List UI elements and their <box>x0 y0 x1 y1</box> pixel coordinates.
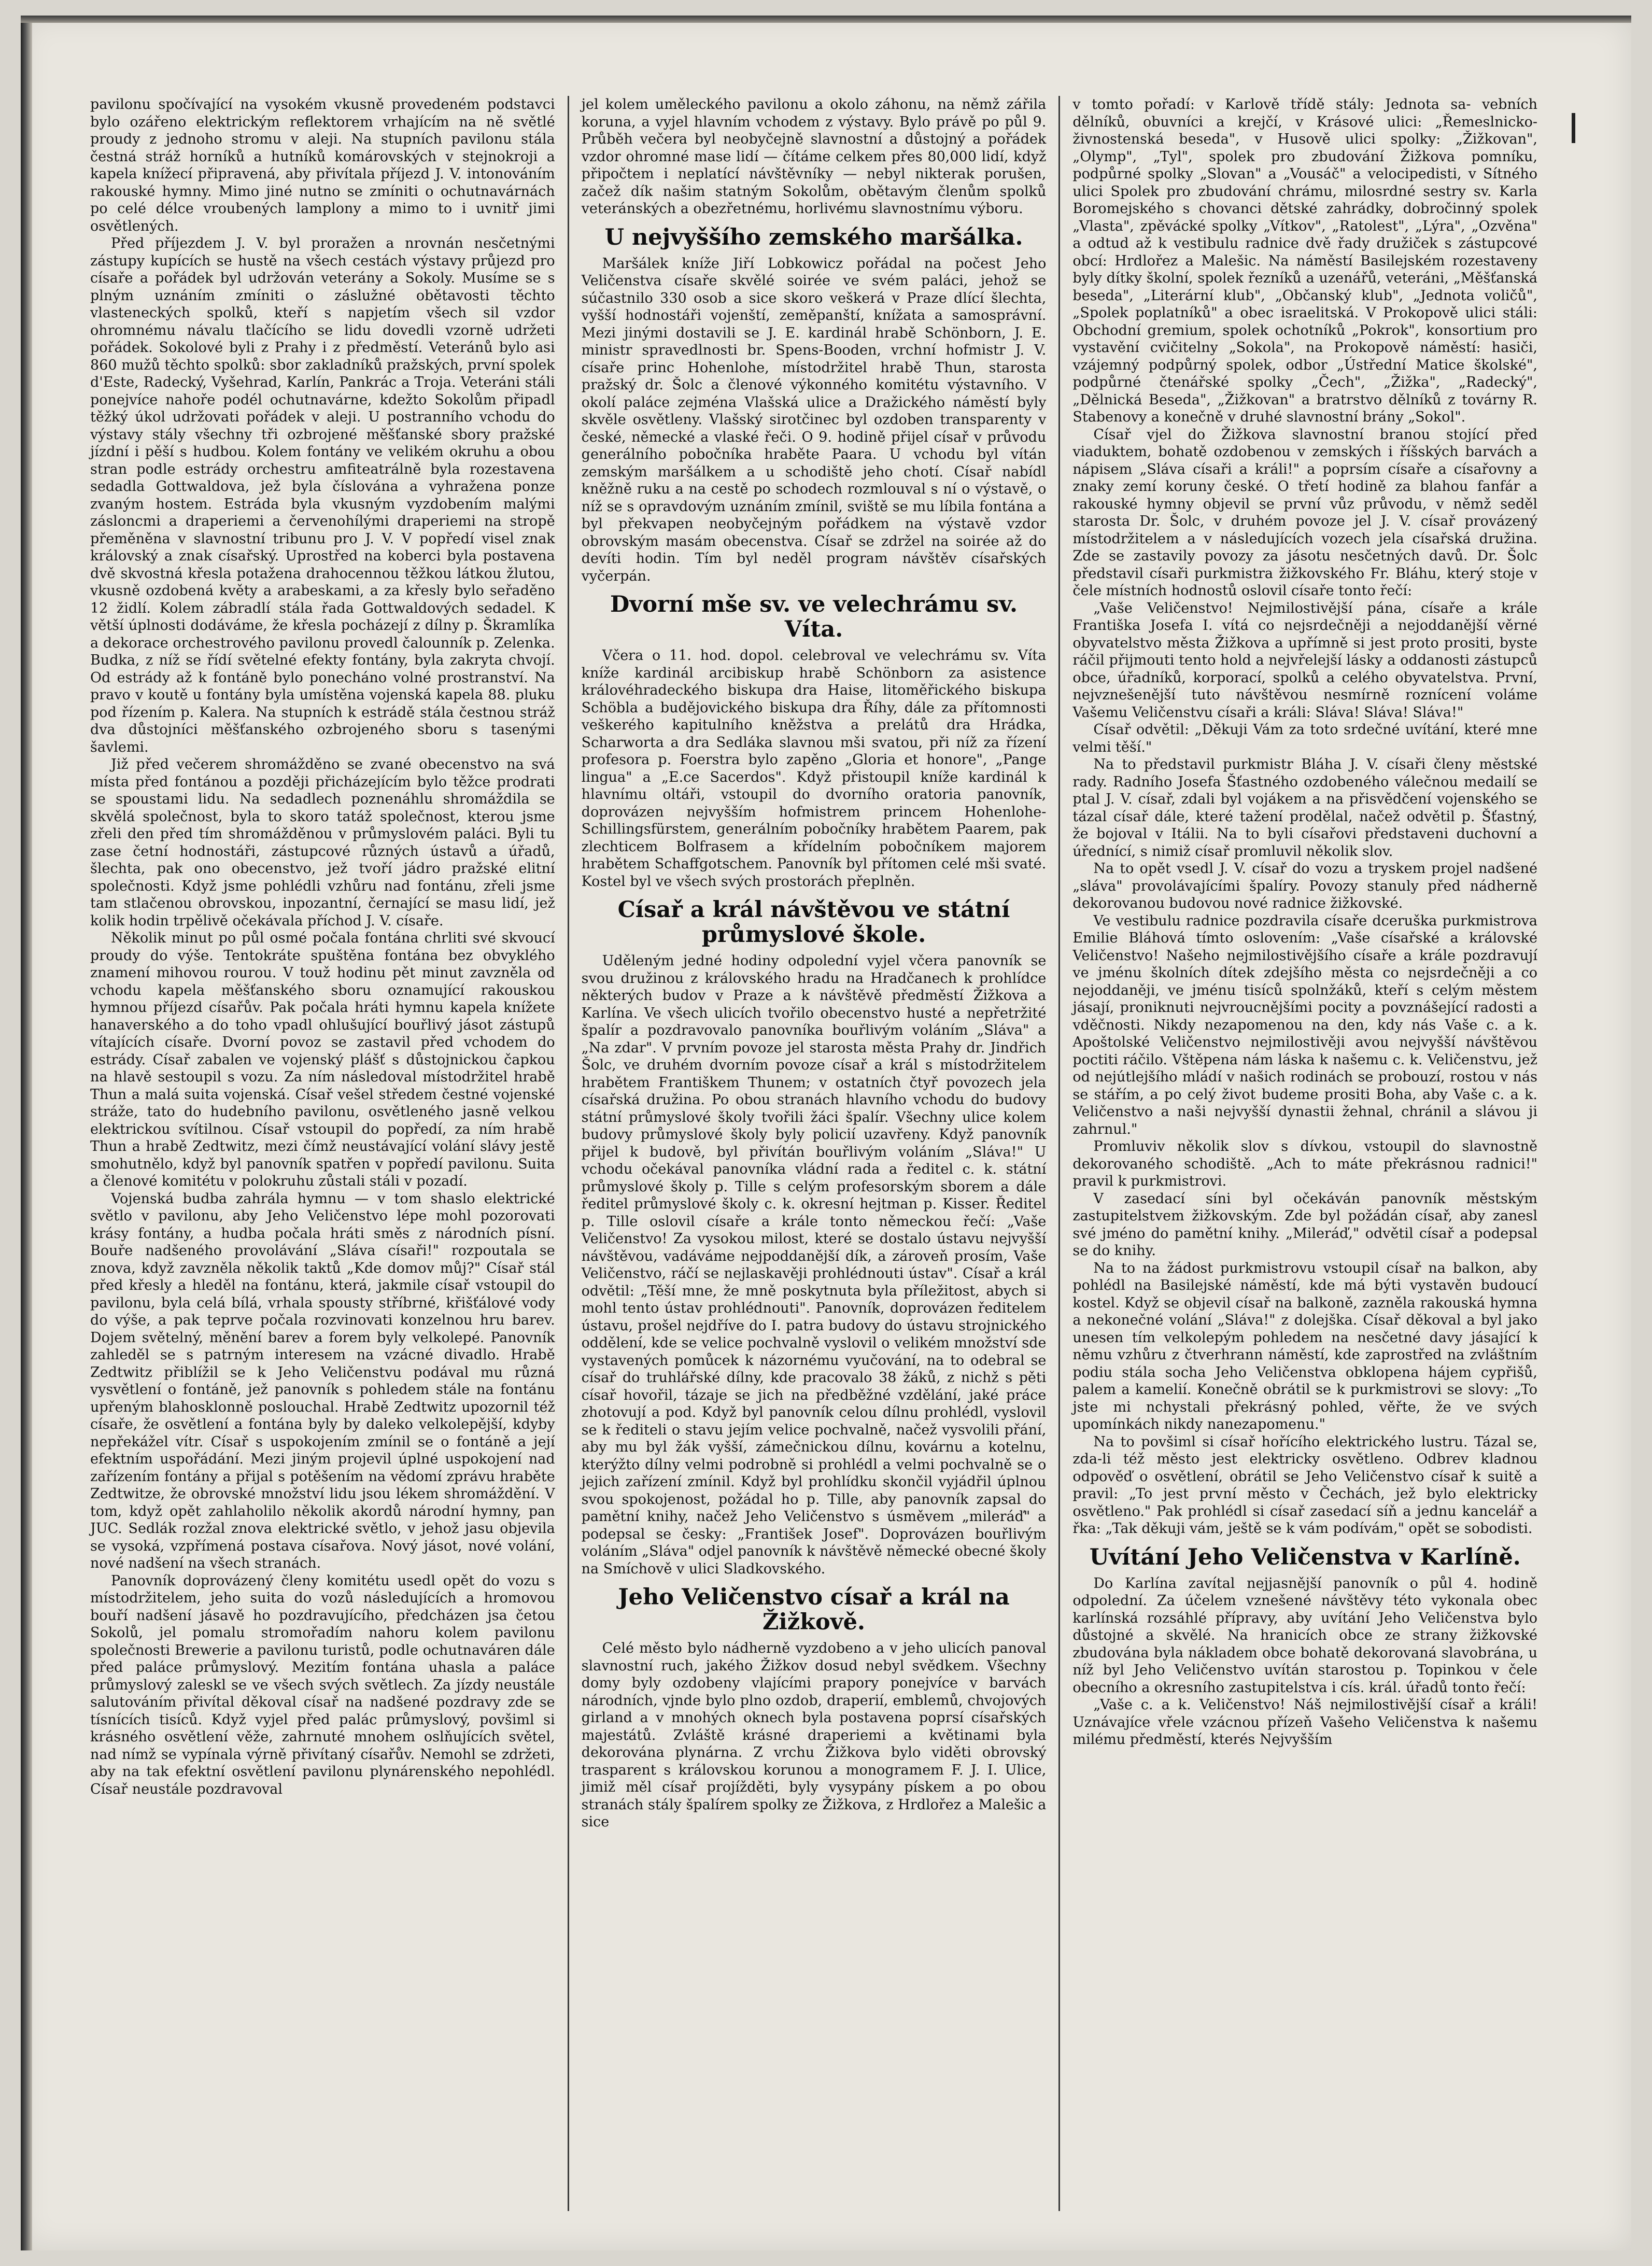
section-heading: Císař a král návštěvou ve státní průmyslové škole. <box>617 897 1010 948</box>
paragraph: Včera o 11. hod. dopol. celebroval ve velechrámu sv. Víta kníže kardinál arcibiskup hrabě Schönborn za asistence královéhradeckého biskupa dra Haise, litoměřického biskupa Schöbla a budějovického biskupa dra Říhy, dále za přítomnosti veškerého kapitulního kněžstva a prelátů dra Hrádka, Scharworta a dra Sedláka slavnou mši svatou, při níž za řízení profesora p. Foerstra bylo zapěno „Gloria et honore", „Pange lingua" a „E.ce Sacerdos". Když přistoupil kníže kardinál k hlavnímu oltáři, vstoupil do dvorního oratoria panovník, doprovázen nejvyšším hofmistrem princem Hohenlohe-Schillingsfürstem, generálním pobočníky hrabětem Paarem, pak zlechticem Bolfrasem a křídelním pobočníkem majorem hrabětem Schaffgotschem. Panovník byl přítomen celé mši svaté. Kostel byl ve všech svých prostorách přeplněn. <box>581 648 1047 890</box>
paragraph: Na to představil purkmistr Bláha J. V. císaři členy městské rady. Radního Josefa Šťastného ozdobeného válečnou medailí se ptal J. V. císař, zdali byl vojákem a na přisvědčení vojenského se tázal císař dále, které tažení prodělal, načež odvětil p. Šťastný, že bojoval v Itálii. Na to byli císařovi představeni duchovní a úřednící, s nimiž císař promluvil několik slov. <box>1072 756 1538 860</box>
paragraph: Před příjezdem J. V. byl proražen a nrovnán nesčetnými zástupy kupících se hustě na všech cestách výstavy průjezd pro císaře a pořádek byl udržován veterány a Sokoly. Musíme se s plným uznáním zmíniti o záslužné obětavosti těchto vlasteneckých spolků, kteří s napjetím všech sil vzdor ohromnému návalu tlačícího se lidu dovedli vzorně udržeti pořádek. Sokolové byli z Prahy i z předměstí. Veteránů bylo asi 860 mužů těchto spolků: sbor zakladníků pražských, první spolek d'Este, Radecký, Vyšehrad, Karlín, Pankrác a Troja. Veteráni stáli ponejvíce nahoře podél ochutnavárne, kdežto Sokolům připadl těžký úkol udržovati pořádek v aleji. U postranního vchodu do výstavy stály všechny tři ozbrojené měšťanské sbory pražské jízdní i pěší s hudbou. Kolem fontány ve velikém okruhu a obou stran podle estrády orchestru amfiteatrálně byla rozestavena sedadla Gottwaldova, jež byla číslována a vyhražena ponze zvaným hostem. Estráda byla vkusným vyzdobením malými zásloncmi a draperiemi a červenohílými draperiemi na stropě přeměněna v slavnostní tribunu pro J. V. V popředí visel znak královský a znak císařský. Uprostřed na koberci byla postavena dvě skvostná křesla potažena drahocennou těžkou látkou žlutou, vkusně ozdobená květy a arabeskami, a za křesly bylo seřaděno 12 židlí. Kolem zábradlí stála řada Gottwaldových sedadel. K větší úplnosti dodáváme, že křesla pocházejí z dílny p. Škramlíka a dekorace orchestrového pavilonu provedl čalounník p. Zelenka. Budka, z níž se řídí světelné efekty fontány, byla zakryta chvojí. Od estrády až k fontáně bylo ponecháno volné prostranství. Na pravo v koutě u fontány byla umístěna vojenská kapela 88. pluku pod řízením p. Kalera. Na stupních k estrádě stála čestnou stráž dva důstojníci měšťanského ozbrojeného sboru s tasenými šavlemi. <box>90 235 555 755</box>
column-left <box>78 96 568 2211</box>
paragraph: v tomto pořadí: v Karlově třídě stály: Jednota sa- vebních dělníků, obuvníci a krejčí, v Krásové ulici: „Řemeslnicko-živnostenská beseda", v Husově ulici spolky: „Žižkovan", „Olymp", „Tyl", spolek pro zbudování Žižkova pomníku, podpůrné spolky „Slovan" a „Vousáč" a velocipedisti, v Sítného ulici Spolek pro zbudování chrámu, milosrdné sestry sv. Karla Boromejského s chovanci dětské zahrádky, dobročinný spolek „Vlasta", zpěvácké spolky „Vítkov", „Ratolest", „Lýra", „Ozvěna" a odtud až k vestibulu radnice dvě řady družiček s zástupcové obcí: Hrdlořez a Malešic. Na náměstí Basilejském rozestaveny byly dítky školní, spolek řezníků a uzenářů, veteráni, „Měšťanská beseda", „Literární klub", „Občanský klub", „Jednota voličů", „Spolek poplatníků" a obec israelitská. V Prokopově ulici stáli: Obchodní gremium, spolek ochotníků „Pokrok", konsortium pro vystavění cvičitelny „Sokola", na Prokopově náměstí: hasiči, vzájemný podpůrný spolek, odbor „Ústřední Matice školské", podpůrné čtenářské spolky „Čech", „Žižka", „Radecký", „Dělnická Beseda", „Žižkovan" a bratrstvo dělníků z továrny R. Stabenovy a konečně v druhé slavnostní brány „Sokol". <box>1072 96 1538 425</box>
paragraph: Do Karlína zavítal nejjasnější panovník o půl 4. hodině odpolední. Za účelem vznešené návštěvy této vykonala obec karlínská rozsáhlé přípravy, aby uvítání Jeho Veličenstva bylo důstojné a skvělé. Na hranicích obce ze strany žižkovské zbudována byla nákladem obce bohatě dekorovaná slavobrána, u níž byl Jeho Veličenstvo uvítán starostou p. Topinkou v čele obecního a okresního zastupitelstva i cís. král. úřadů tonto řečí: <box>1072 1575 1538 1696</box>
paragraph: Na to povšiml si císař hořícího elektrického lustru. Tázal se, zda-li též město jest elektricky osvětleno. Odbrev kladnou odpověď o osvětlení, obrátil se Jeho Veličenstvo císař k suitě a pravil: „To jest první město v Čechách, jež bylo elektricky osvětleno." Pak prohlédl si císař zasedací síň a jednu kancelář a řka: „Tak děkuji vám, ještě se k vám podívám," opět se sobodisti. <box>1072 1433 1538 1537</box>
margin-mark <box>1572 113 1575 143</box>
section-heading: Uvítání Jeho Veličenstva v Karlíně. <box>1089 1544 1521 1570</box>
paragraph: Promluviv několik slov s dívkou, vstoupil do slavnostně dekorovaného schodiště. „Ach to máte překrásnou radnici!" pravil k purkmistrovi. <box>1072 1138 1538 1189</box>
paragraph: „Vaše Veličenstvo! Nejmilostivější pána, císaře a krále Františka Josefa I. vítá co nejsrdečněji a nejoddanější věrné obyvatelstvo města Žižkova a upřímně si jest proto prositi, byste ráčil přijmouti tento hold a nejvřelejší lásky a oddanosti zástupců obce, úřadníků, korporací, spolků a celého obyvatelstva. První, nejvznešenější tuto návštěvou nesmírně roznícení voláme Vašemu Veličenstvu císaři a králi: Sláva! Sláva! Sláva!" <box>1072 600 1538 721</box>
paragraph: Několik minut po půl osmé počala fontána chrliti své skvoucí proudy do výše. Tentokráte spuštěna fontána bez obvyklého znamení mihovou rourou. V touž hodinu pět minut zavzněla od vchodu kapela měšťanského sboru oznamující rakouskou hymnou příjezd císařův. Pak počala hráti hymnu kapela knížete hanaverského a do toho vpadl ohlušující bouřlivý jásot zástupů vítajících císaře. Dvorní povoz se zastavil před vchodem do estrády. Císař zabalen ve vojenský plášť s důstojnickou čapkou na hlavě sestoupil s vozu. Za ním následoval místodržitel hrabě Thun a malá suita vojenská. Císař vešel středem čestné vojenské stráže, tato do hudebního pavilonu, osvětleného jasně velkou elektrickou svítilnou. Císař vstoupil do popředí, za ním hrabě Thun a hrabě Zedtwitz, mezi čímž neustávající volání slávy jestě smohutnělo, když byl panovník spatřen v popředí pavilonu. Suita a členové komitétu v polokruhu zůstali stáli v pozadí. <box>90 930 555 1189</box>
section-heading: Dvorní mše sv. ve velechrámu sv. Víta. <box>610 592 1018 642</box>
paragraph: Ve vestibulu radnice pozdravila císaře dceruška purkmistrova Emilie Bláhová tímto oslovením: „Vaše císařské a královské Veličenstvo! Našeho nejmilostivějšího císaře a krále pozdravují ve jménu školních dítek zdejšího města co nejsrdečněji a co nejoddaněji, ve jménu tisíců spolnžáků, kteří s celým městem jásají, proniknuti nejvroucnějšími pocity a povznášející radosti a vděčnosti. Nikdy nezapomenou na den, kdy nás Vaše c. a k. Apoštolské Veličenstvo nejmilostivěji avou nejvyšší návštěvou poctiti ráčilo. Vštěpena nám láska k našemu c. k. Veličenstvu, jež od nejútlejšího mládí v našich rodinách se probouzí, rostou v nás se stářím, a po celý život budeme prositi Boha, aby Vaše c. a k. Veličenstvo a naši nejvyšší dynastii žehnal, chránil a slávou ji zahrnul." <box>1072 912 1538 1137</box>
paragraph: Na to na žádost purkmistrovu vstoupil císař na balkon, aby pohlédl na Basilejské náměstí, kde má býti vystavěn budoucí kostel. Když se objevil císař na balkoně, zazněla rakouská hymna a nekonečné volání „Sláva!" z dolejška. Císař děkoval a byl jako unesen tím velkolepým pohledem na nesčetné davy jásající k němu vzhůru z čtverhrann náměstí, kde zaprostřed na zvláštním podiu stála socha Jeho Veličenstva obklopena hájem cypřišů, palem a kamelií. Konečně obrátil se k purkmistrovi se slovy: „To jste mi nchystali překrásný pohled, věřte, že ve svých upomínkách nikdy nanezapomenu." <box>1072 1260 1538 1432</box>
paragraph: Císař vjel do Žižkova slavnostní branou stojící před viaduktem, bohatě ozdobenou v zemských i říšských barvách a nápisem „Sláva císaři a králi!" a poprsím císaře a císařovny a znaky zemí koruny české. O třetí hodině za blahou fanfár a rakouské hymny objevil se první vůz průvodu, v němž seděl starosta Dr. Šolc, v druhém povoze jel J. V. císař provázený místodržitelem a v následujících vozech jela císařská družina. Zde se zastavily povozy za jásotu nesčetných davů. Dr. Šolc představil císaři purkmistra žižkovského Fr. Bláhu, který stoje v čele místních hodnostů oslovil císaře tonto řečí: <box>1072 426 1538 599</box>
paragraph: Maršálek kníže Jiří Lobkowicz pořádal na počest Jeho Veličenstva císaře skvělé soirée ve svém paláci, jehož se súčastnilo 330 osob a sice skoro veškerá v Praze dlící šlechta, vyšší hodnostáři vojenští, zeměpanští, knížata a samosprávní. Mezi jinými dostavili se J. E. kardinál hrabě Schönborn, J. E. ministr spravedlnosti br. Spens-Booden, vrchní hofmistr J. V. císaře princ Hohenlohe, místodržitel hrabě Thun, starosta pražský dr. Šolc a členové výkonného komitétu výstavního. V okolí paláce zejména Vlašská ulice a Dražického náměstí byly skvěle osvětleny. Vlašský sirotčinec byl ozdoben transparenty v české, německé a vlaské řeči. O 9. hodině přijel císař v průvodu generálního pobočníka hraběte Paara. U vchodu byl vítán zemským maršálkem a u schodiště jeho chotí. Císař nabídl kněžně ruku a na cestě po schodech rozmlouval s ní o výstavě, o níž se s opravdovým uznáním zmínil, sviště se mu líbila fontána a byl překvapen neobyčejným pořádkem na výstavě vzdor obrovským masám obecenstva. Císař se zdržel na soirée až do devíti hodin. Tím byl neděl program návštěv císařských vyčerpán. <box>581 255 1047 584</box>
article-columns <box>78 96 1550 2211</box>
section-heading: Jeho Veličenstvo císař a král na Žižkově. <box>618 1584 1010 1635</box>
paragraph: V zasedací síni byl očekáván panovník městským zastupitelstvem žižkovským. Zde byl požádán císař, aby zanesl své jméno do pamětní knihy. „Mileráď," odvětil císař a podepsal se do knihy. <box>1072 1190 1538 1259</box>
paragraph: Panovník doprovázený členy komitétu usedl opět do vozu s místodržitelem, jeho suita do vozů následujících a hromovou bouří nadšení jásavě ho pozdravujícího, předcházen jsa četou Sokolů, jel pomalu stromořadím nahoru kolem pavilonu společnosti Brewerie a pavilonu turistů, podle ochutnaváren dále před paláce průmyslový. Mezitím fontána uhasla a paláce průmyslový zaleskl se ve všech svých světlech. Za jízdy neustále salutováním přivítal děkoval císař na nadšené pozdravy zde se tísnících tisíců. Když vyjel před palác průmyslový, povšiml si krásného osvětlení věže, zahrnuté mnohem oslňujících světel, nad nímž se vypínala výrně přivítaný císařův. Nemohl se zdržeti, aby na tak efektní osvětlení pavilonu plynárenského nepohlédl. Císař neustále pozdravoval <box>90 1572 555 1797</box>
paragraph: Císař odvětil: „Děkuji Vám za toto srdečné uvítání, které mne velmi těší." <box>1072 722 1538 755</box>
paragraph: jel kolem uměleckého pavilonu a okolo záhonu, na němž zářila koruna, a vyjel hlavním vchodem z výstavy. Bylo právě po půl 9. Průběh večera byl neobyčejně slavnostní a důstojný a pořádek vzdor ohromné mase lidí — čítáme celkem přes 80,000 lidí, když připočtem i neplatící návštěvníky — nebyl nikterak porušen, začež dík našim statným Sokolům, obětavým členům spolků veteránských a obezřetnému, horlivému slavnostnímu výboru. <box>581 96 1047 217</box>
scan-edge-top <box>21 16 1631 23</box>
column-right <box>1060 96 1550 2211</box>
paragraph: Uděleným jedné hodiny odpolední vyjel včera panovník se svou družinou z královského hradu na Hradčanech k prohlídce některých budov v Praze a k návštěvě předměstí Žižkova a Karlína. Ve všech ulicích tvořilo obecenstvo husté a nepřetržité špalír a pozdravovalo panovníka bouřlivým voláním „Sláva" a „Na zdar". V prvním povoze jel starosta města Prahy dr. Jindřich Šolc, ve druhém dvorním povoze císař a král s místodržitelem hrabětem Františkem Thunem; v ostatních čtyř povozech jela císařská družina. Po obou stranách hlavního vchodu do budovy státní průmyslové školy tvořili žáci špalír. Všechny ulice kolem budovy průmyslové školy byly policií uzavřeny. Když panovník přijel k budově, byl přivítán bouřlivým voláním „Sláva!" U vchodu očekával panovníka vládní rada a ředitel c. k. státní průmyslové školy p. Tille s celým profesorským sborem a dále ředitel průmyslové školy c. k. okresní hejtman p. Kisser. Ředitel p. Tille oslovil císaře a krále tonto německou řečí: „Vaše Veličenstvo! Za vysokou milost, které se dostalo ústavu nejvyšší návštěvou, vadáváme nejpoddanější dík, a zároveň prosím, Vaše Veličenstvo, ráčí se nejlaskavěji prohlédnouti ústav". Císař a král odvětil: „Těší mne, že mně poskytnuta byla příležitost, abych si mohl tento ústav prohlédnouti". Panovník, doprovázen ředitelem ústavu, prošel nejdříve do I. patra budovy do ústavu strojnického oddělení, kde se velice pochvalně vyslovil o velikém množství sde vystavených pomůcek k názornému vyučování, na to odebral se císař do truhlářské dílny, kde pracovalo 38 žáků, z nichž s pěti císař hovořil, tázaje se jich na předběžné vzdělání, jaké práce zhotovují a pod. Když byl panovník celou dílnu prohlédl, vyslovil se k řediteli o stavu jejím velice pochvalně, načež vysvolili přání, aby mu byl žák vyšší, zámečnickou dílnu, kovárnu a kotelnu, kterýžto dílny velmi podrobně si prohlédl a velmi pochvalně se o jejich zařízení zmínil. Když byl prohlídku skončil vyjádřil úplnou svou spokojenost, požádal ho p. Tille, aby panovník zapsal do pamětní knihy, načež Jeho Veličenstvo s úsměvem „mileráď" a podepsal se česky: „František Josef". Doprovázen bouřlivým voláním „Sláva" odjel panovník k návštěvě německé obecné školy na Smíchově v ulici Sladkovského. <box>581 953 1047 1577</box>
column-middle <box>569 96 1059 2211</box>
paragraph: pavilonu spočívající na vysokém vkusně provedeném podstavci bylo ozářeno elektrickým reflektorem vrhajícím na ně světlé proudy z jednoho stromu v aleji. Na stupních pavilonu stála čestná stráž horníků a hutníků komárovských v stejnokroji a kapela knížecí připravená, aby přivítala příjezd J. V. intonováním rakouské hymny. Mimo jiné nutno se zmíniti o ochutnavárnách po celé délce vroubených lamplony a mimo to i uvnitř jimi osvětlených. <box>90 96 555 234</box>
paragraph: „Vaše c. a k. Veličenstvo! Náš nejmilostivější císař a králi! Uznávajíce vřele vzácnou přízeň Vašeho Veličenstva k našemu milému předměstí, kterés Nejvyšším <box>1072 1697 1538 1748</box>
paragraph: Vojenská budba zahrála hymnu — v tom shaslo elektrické světlo v pavilonu, aby Jeho Veličenstvo lépe mohl pozorovati krásy fontány, a hudba počala hráti směs z národních písní. Bouře nadšeného provolávání „Sláva císaři!" rozpoutala se znova, když zavzněla několik taktů „Kde domov můj?" Císař stál před křesly a hleděl na fontánu, která, jakmile císař vstoupil do pavilonu, byla celá bílá, vrhala spousty stříbrné, křišťálové vody do výše, a pak teprve počala rozvinovati konzelnou hru barev. Dojem světelný, měnění barev a forem byly velkolepé. Panovník zahleděl se s patrným interesem na vzácné divadlo. Hrabě Zedtwitz přiblížil se k Jeho Veličenstvu podával mu různá vysvětlení o fontáně, jež panovník s pohledem stále na fontánu upřeným blahosklonně poslouchal. Hrabě Zedtwitz upozornil též císaře, že osvětlení a fontána byly by dalekо velkolepější, kdyby nepřekážel vítr. Císař s uspokojením zmínil se o fontáně a její efektním uspořádání. Mezi jiným projevil úplné uspokojení nad zařízením fontány a přijal s potěšením na vědomí zprávu hraběte Zedtwitze, že obrovské množství lidu jsou lékem shromáždění. V tom, když opět zahlaholilo několik akordů národní hymny, pan JUC. Sedlák rozžal znova elektrické světlo, v jehož jasu objevila se vysoká, vzpřímená postava císařova. Nový jásot, nové volání, nové nadšení na všech stranách. <box>90 1190 555 1571</box>
paragraph: Celé město bylo nádherně vyzdobeno a v jeho ulicích panoval slavnostní ruch, jakého Žižkov dosud nebyl svědkem. Všechny domy byly ozdobeny vlajícími prapory ponejvíce v barvách národních, vjnde bylo plno ozdob, draperií, emblemů, chvojových girland a v mnohých oknech byla postavena poprsí císařských majestátů. Zvláště krásné draperiemi a květinami byla dekorována plynárna. Z vrchu Žižkova bylo viděti obrovský trasparent s královskou korunou a monogramem F. J. I. Ulice, jimiž měl císař projížděti, byly vysypány pískem a po obou stranách stály špalírem spolky ze Žižkova, z Hrdlořez a Malešic a sice <box>581 1640 1047 1830</box>
paragraph: Již před večerem shromážděno se zvané obecenstvo na svá místa před fontánou a později přicházejícím bylo těžce prodrati se spoustami lidu. Na sedadlech poznenáhlu shromáždila se skvělá společnost, byla to skoro tatáž společnost, kterou jsme zřeli den před tím shromážděnou v průmyslovém paláci. Byli tu zase četní hodnostáři, zástupcové různých ústavů a úřadů, šlechta, pak ono obecenstvo, jež tvoří jádro pražské elitní společnosti. Když jsme pohlédli vzhůru nad fontánu, zřeli jsme tam stlačenou obrovskou, inpozantní, černající se masu lidí, jež kolik hodin trpělivě očekávala příchod J. V. císaře. <box>90 756 555 929</box>
scan-edge-left <box>21 16 32 2250</box>
section-heading: U nejvyššího zemského maršálka. <box>604 224 1023 250</box>
paragraph: Na to opět vsedl J. V. císař do vozu a tryskem projel nadšené „sláva" provolávajícími špalíry. Povozy stanuly před nádherně dekorovanou budovou nové radnice žižkovské. <box>1072 861 1538 911</box>
